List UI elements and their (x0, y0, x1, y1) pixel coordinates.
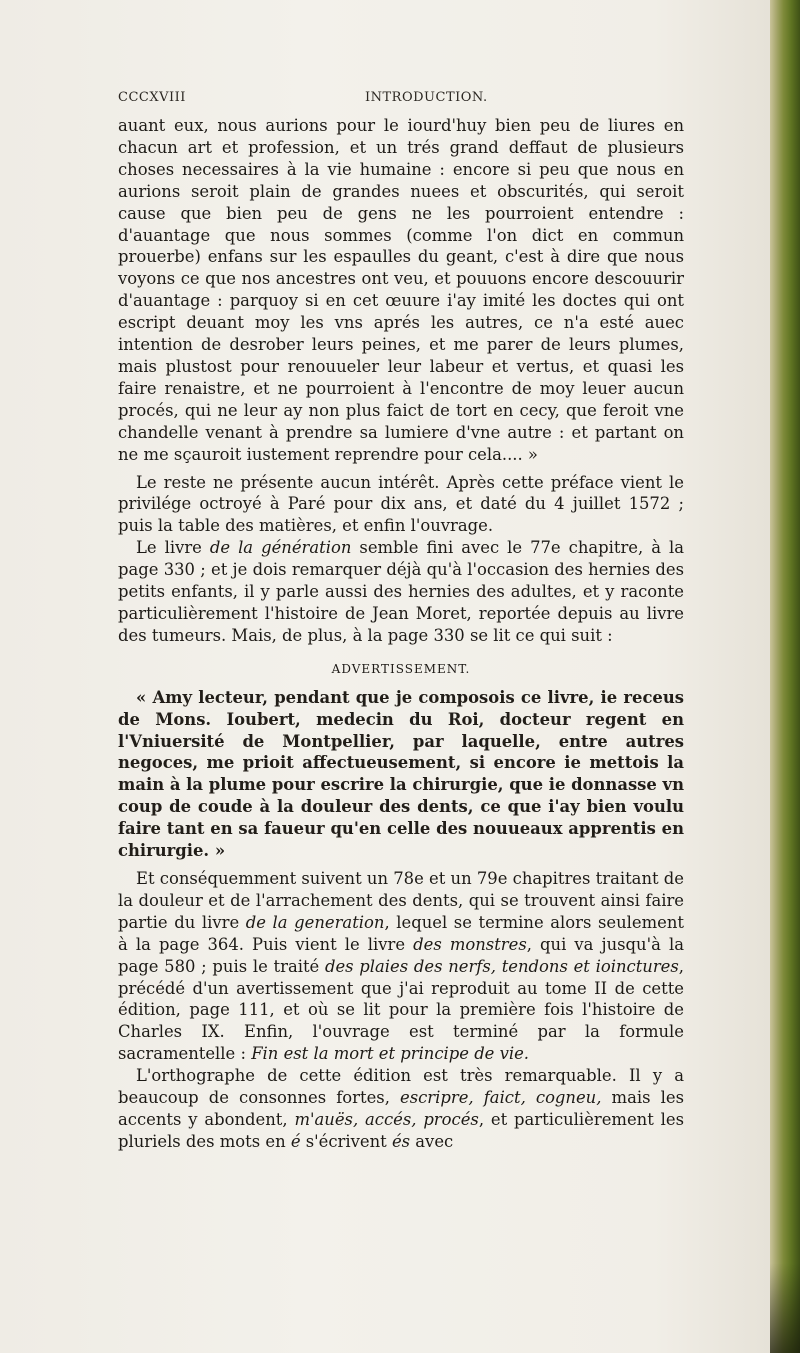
page-edge (770, 0, 800, 1353)
paragraph-2 (118, 472, 684, 538)
paragraph-5-italic-4: és (391, 1131, 411, 1151)
paragraph-5-text-c: , et particulièrement les pluriels des mots en (118, 1109, 685, 1151)
paragraph-5-text-a: L'orthographe de cette édition est très remarquable. Il y a beaucoup de consonnes fortes, (118, 1066, 684, 1108)
advertissement-heading: ADVERTISSEMENT. (331, 661, 471, 676)
paragraph-5-text-e: avec (410, 1131, 454, 1151)
paragraph-5-italic-1: escripre, faict, cogneu, (400, 1088, 602, 1108)
paragraph-4-italic-1: de la generation (245, 912, 385, 932)
paragraph-5-text-b: mais les accents y abondent, (118, 1088, 684, 1129)
page-text (118, 115, 684, 1153)
paragraph-3 (118, 537, 684, 647)
paragraph-5-italic-2: m'auës, accés, procés (294, 1109, 479, 1129)
paragraph-5 (118, 1065, 684, 1153)
paragraph-1-text: auant eux, nous aurions pour le iourd'huy bien peu de liures en chacun art et profession, et un trés grand deffaut de plusieurs choses necessaires à la vie humaine : encore si peu que nous en aurions seroit plain de grandes nuees et obscurités, qui seroit cause que bien peu de gens ne les pourroient entendre : d'auantage que nous sommes (comme l'on dict en commun prouerbe) enfans sur les espaulles du geant, c'est à dire que nous voyons ce que nos ancestres ont veu, et pouuons encore descouurir d'auantage : parquoy si en cet œuure i'ay imité les doctes qui ont escript deuant moy les vns aprés les autres, ce n'a esté auec intention de desrober leurs peines, et me parer de leurs plumes, mais plustost pour renouueler leur labeur et vertus, et quasi les faire renaistre, et ne pourroient à l'encontre de moy leuer aucun procés, qui ne leur ay non plus faict de tort en cecy, que feroit vne chandelle venant à prendre sa lumiere d'vne autre : et partant on ne me sçauroit iustement reprendre pour cela.... » (118, 116, 684, 464)
paragraph-1 (118, 115, 684, 466)
paragraph-3-text-b: semble fini avec le 77e chapitre, à la page 330 ; et je dois remarquer déjà qu'à l'occasion des hernies des petits enfants, il y parle aussi des hernies des adultes, et y raconte particulièrement l'histoire de Jean Moret, reportée depuis au livre des tumeurs. Mais, de plus, à la page 330 se lit ce qui suit : (118, 538, 684, 645)
paragraph-4-text-d: , précédé d'un avertissement que j'ai reproduit au tome II de cette édition, page 111, et où se lit pour la première fois l'histoire de Charles IX. Enfin, l'ouvrage est terminé par la formule sacramentelle : (118, 956, 684, 1064)
running-title: INTRODUCTION. (365, 90, 488, 105)
quote-text: « Amy lecteur, pendant que je composois ce livre, ie receus de Mons. Ioubert, medecin du Roi, docteur regent en l'Vniuersité de Montpellier, par laquelle, entre autres negoces, me prioit affectueusement, si encore ie mettois la main à la plume pour escrire la chirurgie, que ie donnasse vn coup de coude à la douleur des dents, ce que i'ay bien voulu faire tant en sa faueur qu'en celle des nouueaux apprentis en chirurgie. » (118, 687, 684, 861)
running-header (118, 90, 683, 114)
paragraph-3-italic: de la génération (209, 538, 352, 558)
paragraph-4-italic-4: Fin est la mort et principe de vie. (251, 1044, 530, 1064)
paragraph-4-text-b: , lequel se termine alors seulement à la page 364. Puis vient le livre (118, 912, 684, 954)
paragraph-2-text: Le reste ne présente aucun intérêt. Après cette préface vient le privilége octroyé à Paré pour dix ans, et daté du 4 juillet 1572 ; puis la table des matières, et enfin l'ouvrage. (118, 472, 684, 536)
page-number: CCCXVIII (118, 90, 186, 105)
paragraph-5-italic-3: é (290, 1131, 301, 1151)
paragraph-4-italic-3: des plaies des nerfs, tendons et ioinctures (324, 956, 679, 976)
paragraph-4 (118, 868, 684, 1065)
paragraph-4-italic-2: des monstres (413, 934, 527, 954)
paragraph-4-text-c: , qui va jusqu'à la page 580 ; puis le traité (118, 934, 684, 976)
paragraph-3-text-a: Le livre (136, 538, 210, 558)
page-edge-shadow (770, 1263, 800, 1353)
quote-paragraph (118, 687, 684, 862)
paragraph-5-text-d: s'écrivent (300, 1131, 392, 1151)
paragraph-4-text-a: Et conséquemment suivent un 78e et un 79e chapitres traitant de la douleur et de l'arrachement des dents, qui se trouvent ainsi faire partie du livre (118, 869, 684, 932)
